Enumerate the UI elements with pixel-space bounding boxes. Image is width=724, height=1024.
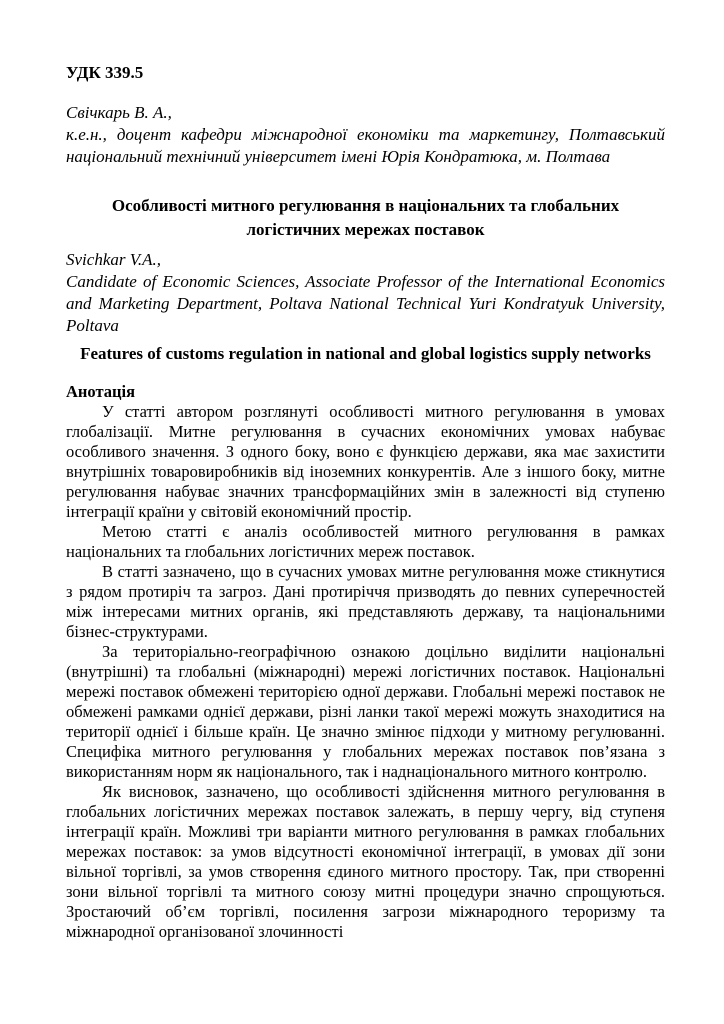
- abstract-paragraph: В статті зазначено, що в сучасних умовах митне регулювання може стикнутися з рядом протиріч та загроз. Дані протиріччя призводять до певних суперечностей між інтересами митних органів, які представляють державу, та національними бізнес-структурами.: [66, 562, 665, 641]
- author-block-en: [66, 249, 665, 337]
- author-affiliation-en: Candidate of Economic Sciences, Associate Professor of the International Economics and Marketing Department, Poltava National Technical Yuri Kondratyuk University, Poltava: [66, 272, 665, 335]
- abstract-paragraph: У статті автором розглянуті особливості митного регулювання в умовах глобалізації. Митне регулювання в сучасних економічних умовах набуває особливого значення. З одного боку, воно є функцією держави, яка має захистити внутрішніх товаровиробників від іноземних конкурентів. Але з іншого боку, митне регулювання набуває значних трансформаційних змін в залежності від ступеню інтеграції країни у світовій економічний простір.: [66, 402, 665, 521]
- author-affiliation-ua: к.е.н., доцент кафедри міжнародної економіки та маркетингу, Полтавський національний технічний університет імені Юрія Кондратюка, м. Полтава: [66, 125, 665, 166]
- author-name-ua: Свічкарь В. А.,: [66, 103, 172, 122]
- author-name-en: Svichkar V.A.,: [66, 250, 162, 269]
- author-block-ua: [66, 102, 665, 168]
- udc-code: УДК 339.5: [66, 63, 144, 82]
- article-title-ua: Особливості митного регулювання в національних та глобальних логістичних мережах поставок: [111, 196, 620, 239]
- abstract-paragraph: Метою статті є аналіз особливостей митного регулювання в рамках національних та глобальних логістичних мереж поставок.: [66, 522, 665, 561]
- abstract-paragraph: Як висновок, зазначено, що особливості здійснення митного регулювання в глобальних логістичних мережах поставок залежать, в першу чергу, від ступеня інтеграції країн. Можливі три варіанти митного регулювання в рамках глобальних мережах поставок: за умов відсутності економічної інтеграції, в умовах дії зони вільної торгівлі, за умов створення єдиного митного простору. Так, при створенні зони вільної торгівлі та митного союзу митні процедури значно спрощуються. Зростаючий об’єм торгівлі, посилення загрози міжнародного тероризму та міжнародної організованої злочинності: [66, 782, 665, 941]
- abstract-paragraph: За територіально-географічною ознакою доцільно виділити національні (внутрішні) та глобальні (міжнародні) мережі логістичних поставок. Національні мережі поставок обмежені територією одної держави. Глобальні мережі поставок не обмежені рамками однієї держави, різні ланки такої мережі можуть знаходитися на території однієї і більше країн. Це значно змінює підходи у митному регулюванні. Специфіка митного регулювання у глобальних мережах поставок пов’язана з використанням норм як національного, так і наднаціонального митного контролю.: [66, 642, 665, 781]
- abstract-heading: Анотація: [66, 382, 136, 401]
- article-title-en: Features of customs regulation in national and global logistics supply networks: [80, 344, 651, 363]
